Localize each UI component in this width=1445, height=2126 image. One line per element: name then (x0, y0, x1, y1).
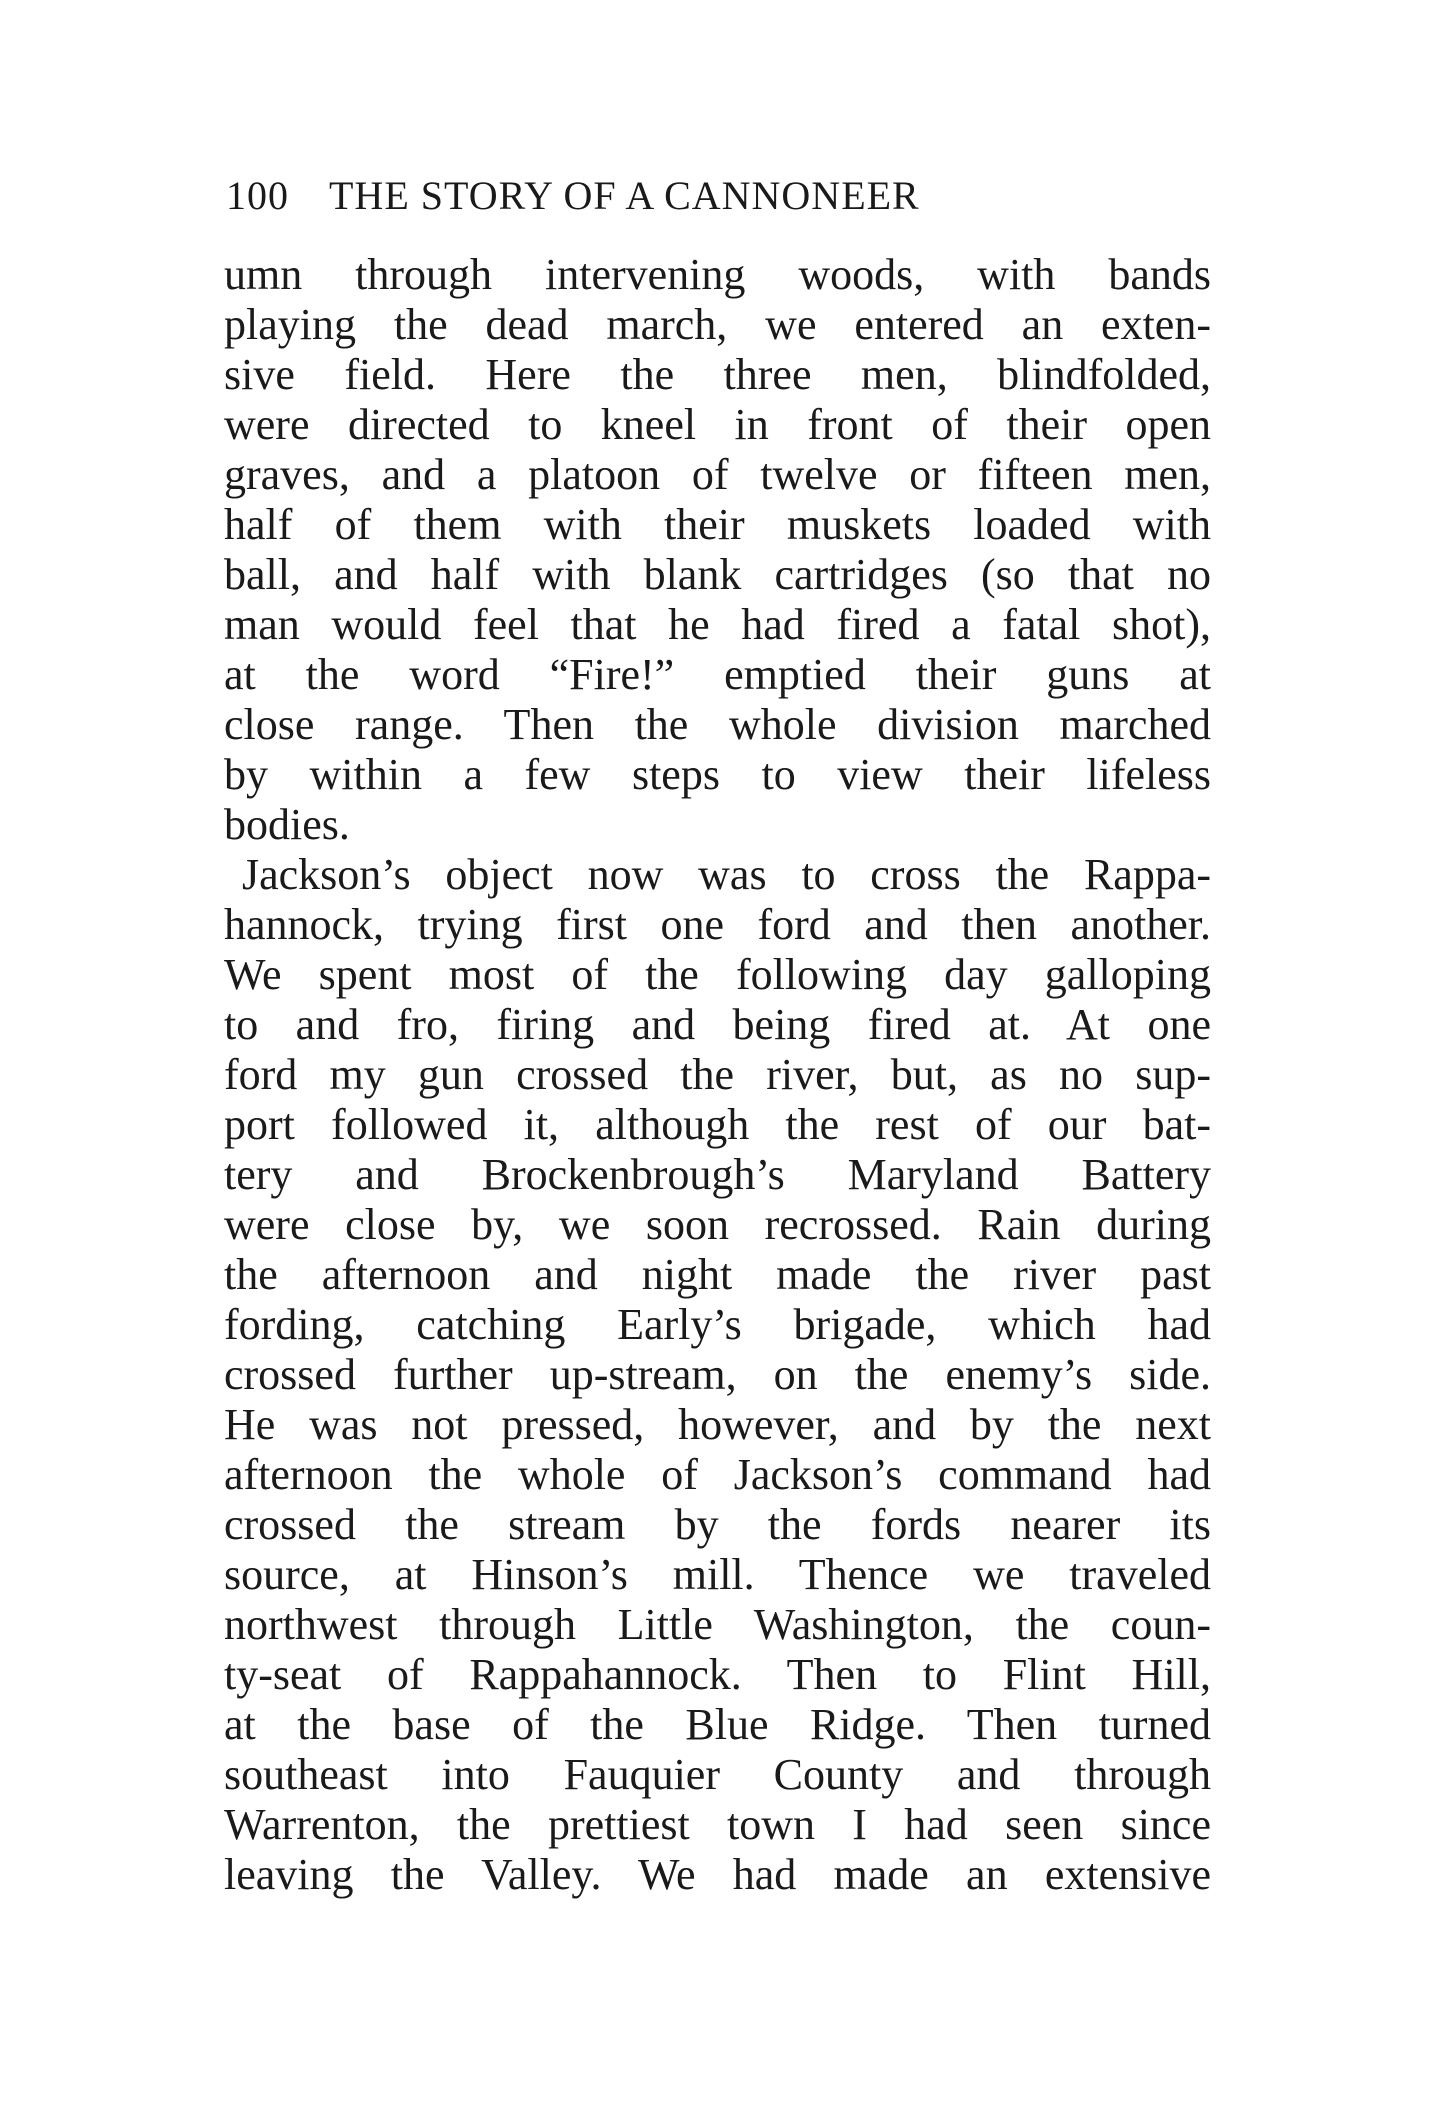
text-line: source, at Hinson’s mill. Thence we traveled (224, 1550, 1211, 1599)
text-line: bodies. (224, 800, 350, 849)
text-line: graves, and a platoon of twelve or fifteen men, (224, 450, 1211, 499)
text-line: crossed the stream by the fords nearer its (224, 1500, 1211, 1549)
text-line: hannock, trying first one ford and then another. (224, 900, 1211, 949)
text-line: were close by, we soon recrossed. Rain during (224, 1200, 1211, 1249)
text-line: Jackson’s object now was to cross the Rappa- (242, 850, 1211, 899)
text-line: were directed to kneel in front of their open (224, 400, 1211, 449)
text-line: port followed it, although the rest of our bat- (224, 1100, 1211, 1149)
text-line: fording, catching Early’s brigade, which had (224, 1300, 1211, 1349)
text-line: tery and Brockenbrough’s Maryland Battery (224, 1150, 1211, 1199)
paragraph-1 (224, 250, 1211, 850)
text-line: We spent most of the following day galloping (224, 950, 1211, 999)
text-line: at the base of the Blue Ridge. Then turned (224, 1700, 1211, 1749)
paragraph-2 (224, 850, 1211, 1900)
text-line: leaving the Valley. We had made an extensive (224, 1850, 1211, 1899)
text-line: crossed further up-stream, on the enemy’s side. (224, 1350, 1211, 1399)
text-line: northwest through Little Washington, the coun- (224, 1600, 1211, 1649)
text-line: ford my gun crossed the river, but, as no sup- (224, 1050, 1211, 1099)
text-line: playing the dead march, we entered an exten- (224, 300, 1211, 349)
running-head (226, 172, 920, 219)
text-line: to and fro, firing and being fired at. At one (224, 1000, 1211, 1049)
text-line: the afternoon and night made the river past (224, 1250, 1211, 1299)
text-line: afternoon the whole of Jackson’s command had (224, 1450, 1211, 1499)
text-line: ty-seat of Rappahannock. Then to Flint Hill, (224, 1650, 1211, 1699)
text-line: at the word “Fire!” emptied their guns at (224, 650, 1211, 699)
text-line: Warrenton, the prettiest town I had seen since (224, 1800, 1211, 1849)
body-text (224, 250, 1211, 1900)
running-title: THE STORY OF A CANNONEER (329, 173, 920, 218)
text-line: by within a few steps to view their lifeless (224, 750, 1211, 799)
text-line: man would feel that he had fired a fatal shot), (224, 600, 1211, 649)
text-line: close range. Then the whole division marched (224, 700, 1211, 749)
page-number: 100 (226, 173, 289, 218)
text-line: half of them with their muskets loaded with (224, 500, 1211, 549)
text-line: He was not pressed, however, and by the next (224, 1400, 1211, 1449)
text-line: sive field. Here the three men, blindfolded, (224, 350, 1211, 399)
text-line: ball, and half with blank cartridges (so that no (224, 550, 1211, 599)
text-line: southeast into Fauquier County and through (224, 1750, 1211, 1799)
text-line: umn through intervening woods, with bands (224, 250, 1211, 299)
